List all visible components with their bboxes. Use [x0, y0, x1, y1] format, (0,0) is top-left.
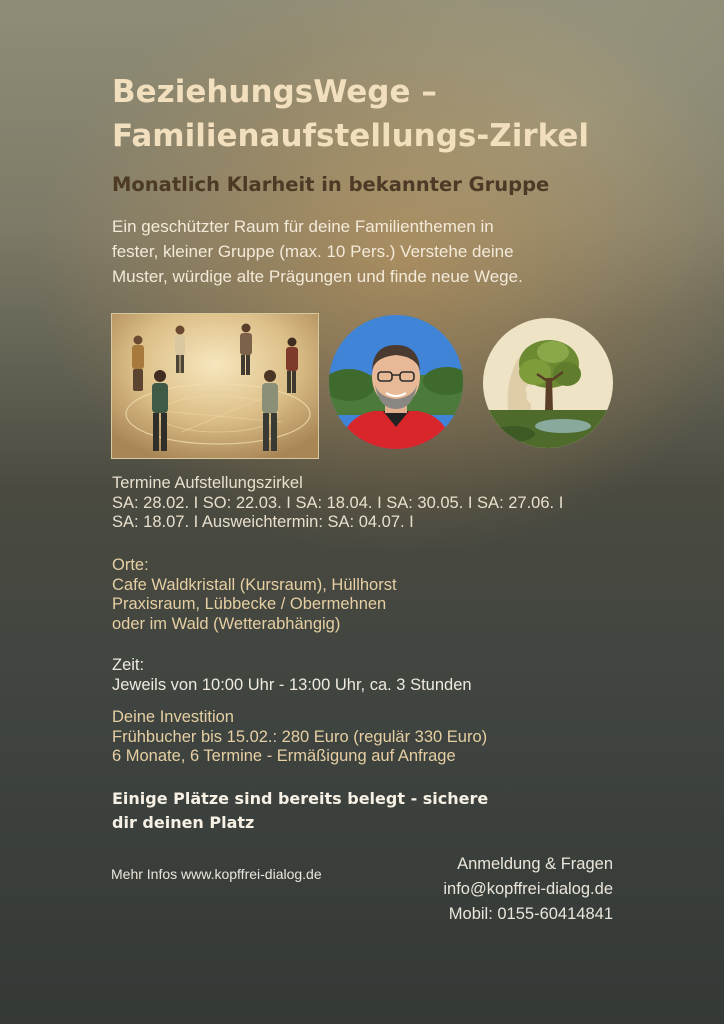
- call-to-action: [112, 787, 552, 835]
- cta-line: dir deinen Platz: [112, 813, 255, 832]
- intro-line: Ein geschützter Raum für deine Familienthemen in: [112, 217, 494, 236]
- title-line-2: Familienaufstellungs-Zirkel: [112, 118, 590, 154]
- dates-line: SA: 28.02. I SO: 22.03. I SA: 18.04. I SA: 30.05. I SA: 27.06. I: [112, 493, 564, 512]
- dates-section: [112, 474, 632, 533]
- intro-line: Muster, würdige alte Prägungen und finde neue Wege.: [112, 267, 523, 286]
- time-value: Jeweils von 10:00 Uhr - 13:00 Uhr, ca. 3 Stunden: [112, 675, 472, 694]
- place-line: Cafe Waldkristall (Kursraum), Hüllhorst: [112, 575, 397, 594]
- places-heading: Orte:: [112, 556, 149, 574]
- title-line-1: BeziehungsWege –: [112, 74, 437, 110]
- flyer-subtitle: Monatlich Klarheit in bekannter Gruppe: [112, 173, 550, 196]
- time-heading: Zeit:: [112, 656, 145, 674]
- investment-section: [112, 708, 487, 767]
- portrait-image: [329, 315, 463, 449]
- contact-phone[interactable]: Mobil: 0155-60414841: [448, 905, 613, 923]
- tree-head-image: [483, 318, 613, 448]
- contact-block: [443, 852, 613, 927]
- more-info-link[interactable]: Mehr Infos www.kopffrei-dialog.de: [111, 866, 322, 882]
- group-constellation-image: [111, 313, 319, 459]
- dates-line: SA: 18.07. I Ausweichtermin: SA: 04.07. I: [112, 513, 414, 531]
- places-section: [112, 556, 397, 634]
- investment-line: Frühbucher bis 15.02.: 280 Euro (regulär 330 Euro): [112, 727, 488, 746]
- contact-heading: Anmeldung & Fragen: [457, 855, 613, 873]
- investment-heading: Deine Investition: [112, 708, 234, 726]
- dates-heading: Termine Aufstellungszirkel: [112, 474, 303, 492]
- time-section: [112, 656, 472, 695]
- flyer-title: [112, 70, 672, 158]
- investment-line: 6 Monate, 6 Termine - Ermäßigung auf Anfrage: [112, 747, 456, 765]
- intro-text: [112, 214, 652, 289]
- place-line: Praxisraum, Lübbecke / Obermehnen: [112, 595, 387, 613]
- intro-line: fester, kleiner Gruppe (max. 10 Pers.) Verstehe deine: [112, 242, 514, 261]
- contact-email[interactable]: info@kopffrei-dialog.de: [443, 880, 613, 898]
- place-line: oder im Wald (Wetterabhängig): [112, 614, 341, 633]
- cta-line: Einige Plätze sind bereits belegt - sichere: [112, 789, 489, 808]
